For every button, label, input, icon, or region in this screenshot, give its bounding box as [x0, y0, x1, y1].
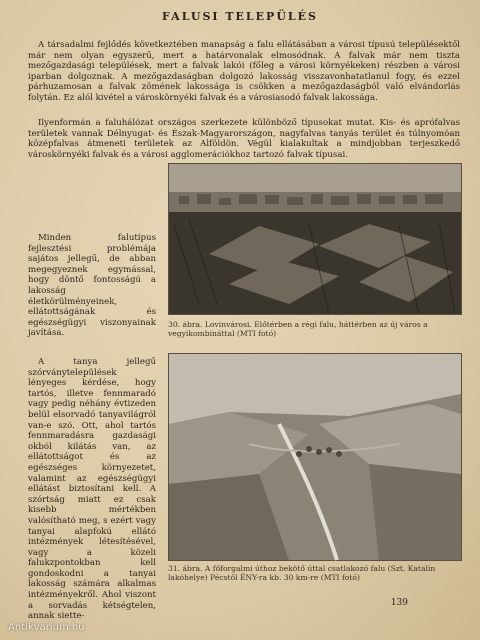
page-number: 139	[390, 598, 408, 608]
photo-lovinvaros	[168, 163, 462, 315]
figure-30-caption: 30. ábra. Lovinvárosi. Előtérben a régi falu, háttérben az új város a vegyikombináttal (MTI fotó)	[168, 320, 428, 338]
paragraph-2: Ilyenformán a faluhálózat országos szerkezete különböző típusokat mutat. Kis- és aprófalvas területek vannak Délnyugat- és Észak-Magyarországon, nagyfalvas tanyás terület és túlnyomóan középfalvas átmeneti területek az Alföldön. Végül kialakultak a mindjobban terjeszkedő városkörnyéki falvak és a városi agglomerációkhoz tartozó falvak típusai.	[28, 118, 460, 160]
photo-aerial-village	[168, 353, 462, 561]
running-title: FALUSI TELEPÜLÉS	[162, 10, 318, 23]
watermark: Antikvarium.hu	[8, 622, 85, 633]
paragraph-4: A tanya jellegű szórványtelepülések lényeges kérdése, hogy tartós, illetve fennmaradó vagy pedig néhány évtizeden belül elsorvadó tanyavilágról van-e szó. Ott, ahol tartós fennmaradásra gazdasági okból kilátás van, az ellátottságot és az egészséges környezetet, valamint az egészségügyi ellátást biztosítani kell. A szórtság miatt ez csak kisebb mértékben valósítható meg, s ezért vagy tanyai alapfokú ellátó intézmények létesítésével, vagy a közeli falukzpontokban kell gondoskodni a tanyai lakosság számára alkalmas intézményekről. Ahol viszont a sorvadás kétségtelen, annak siette-	[28, 357, 156, 622]
paragraph-3: Minden falutípus fejlesztési problémája sajátos jellegű, de abban megegyeznek egymással, hogy döntő fontosságú a lakosság életkörülményeinek, ellátottságának és egészségügyi viszonyainak javítása.	[28, 233, 156, 339]
figure-31-caption: 31. ábra. A főforgalmi úthoz bekötő úttal csatlakozó falu (Szt. Katalin lakóhelye) Pécstől ÉNY-ra kb. 30 km-re (MTI fotó)	[168, 564, 436, 582]
paragraph-1: A társadalmi fejlődés következtében manapság a falu ellátásában a városi típusú településektől már nem olyan egyszerű, mert a határvonalak elmosódnak. A falvak már nem tiszta mezőgazdasági települések, mert a falvak lakói (főleg a városi környékeken) részben a városi iparban dolgoznak. A mezőgazdaságban dolgozó lakosság visszavonhatatlanul fogy, és ezzel párhuzamosan a falvak zömének lakossága is csökken a mezőgazdaságból való elvándorlás folytán. Ez alól kivétel a városkörnyéki falvak és a városiasodó falvak lakossága.	[28, 40, 460, 103]
